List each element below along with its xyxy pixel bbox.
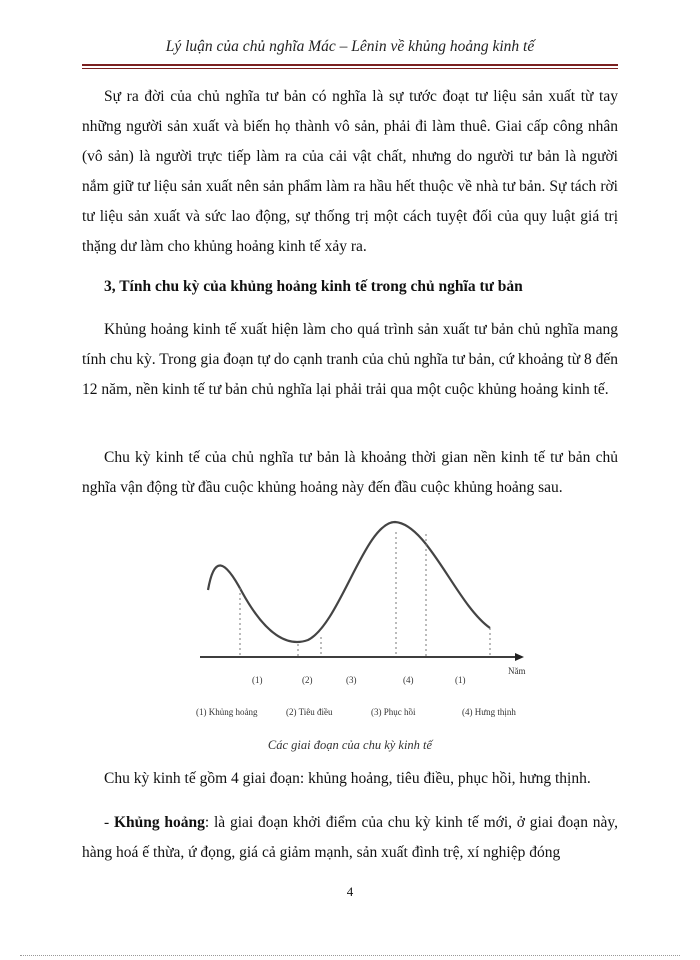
legend-recovery: (3) Phục hồi <box>371 707 416 717</box>
legend-crisis: (1) Khủng hoảng <box>196 707 258 717</box>
running-header: Lý luận của chủ nghĩa Mác – Lênin về khủng hoảng kinh tế <box>165 38 535 55</box>
paragraph-1: Sự ra đời của chủ nghĩa tư bản có nghĩa là sự tước đoạt tư liệu sản xuất từ tay những người sản xuất và biến họ thành vô sản, phải đi làm thuê. Giai cấp công nhân (vô sản) là người trực tiếp làm ra của cải vật chất, nhưng do người tư bản là người nắm giữ tư liệu sản xuất nên sản phẩm làm ra hầu hết thuộc về nhà tư bản. Sự tách rời tư liệu sản xuất và sức lao động, sự thống trị một cách tuyệt đối của quy luật giá trị thặng dư làm cho khủng hoảng kinh tế xảy ra. <box>82 88 618 255</box>
phase-marker: (4) <box>403 675 414 685</box>
paragraph-5-text: : là giai đoạn khởi điểm của chu kỳ kinh tế mới, ở giai đoạn này, hàng hoá ế thừa, ứ đọng, giá cả giảm mạnh, sản xuất đình trệ, xí nghiệp đóng <box>82 814 618 861</box>
business-cycle-diagram <box>190 512 530 727</box>
paragraph-3: Chu kỳ kinh tế của chủ nghĩa tư bản là khoảng thời gian nền kinh tế tư bản chủ nghĩa vận động từ đầu cuộc khủng hoảng này đến đầu cuộc khủng hoảng sau. <box>82 449 618 496</box>
bullet-dash: - <box>104 814 114 831</box>
figure-caption: Các giai đoạn của chu kỳ kinh tế <box>267 738 433 752</box>
legend-depression: (2) Tiêu điều <box>286 707 333 717</box>
paragraph-4: Chu kỳ kinh tế gồm 4 giai đoạn: khủng hoảng, tiêu điều, phục hồi, hưng thịnh. <box>104 770 591 787</box>
phase-marker: (1) <box>252 675 263 685</box>
paragraph-2: Khủng hoảng kinh tế xuất hiện làm cho quá trình sản xuất tư bản chủ nghĩa mang tính chu kỳ. Trong gia đoạn tự do cạnh tranh của chủ nghĩa tư bản, cứ khoảng từ 8 đến 12 năm, nền kinh tế tư bản chủ nghĩa lại phải trải qua một cuộc khủng hoảng kinh tế. <box>82 321 618 398</box>
phase-marker: (1) <box>455 675 466 685</box>
paragraph-5 <box>82 808 618 868</box>
header-rule-thin <box>82 68 618 69</box>
page-bottom-rule <box>20 955 680 956</box>
term-crisis: Khủng hoảng <box>113 814 205 831</box>
axis-label-year: Năm <box>508 666 526 676</box>
cycle-curve <box>208 522 490 642</box>
legend-boom: (4) Hưng thịnh <box>462 707 516 717</box>
section-heading-3: 3, Tính chu kỳ của khủng hoảng kinh tế trong chủ nghĩa tư bản <box>104 278 523 295</box>
header-rule <box>82 64 618 66</box>
page-number: 4 <box>346 884 354 899</box>
phase-marker: (2) <box>302 675 313 685</box>
time-axis-arrow <box>515 653 524 661</box>
business-cycle-figure <box>190 512 530 727</box>
phase-marker: (3) <box>346 675 357 685</box>
